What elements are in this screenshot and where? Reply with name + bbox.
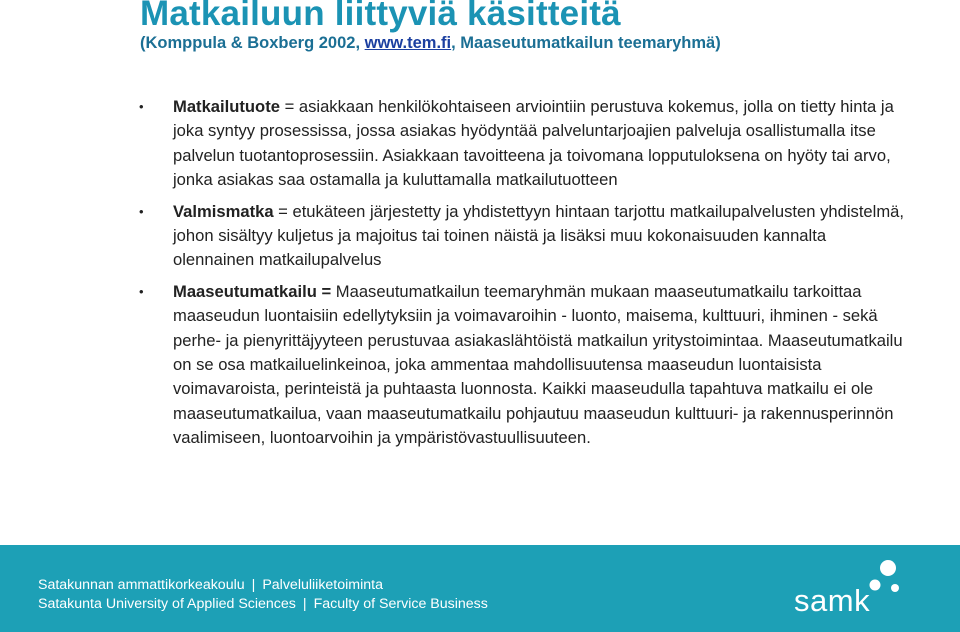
- tem-link[interactable]: www.tem.fi: [364, 34, 452, 52]
- footer-department-fi: Palveluliiketoiminta: [262, 577, 383, 593]
- footer-department-en: Faculty of Service Business: [313, 596, 488, 612]
- bullet-icon: •: [139, 283, 144, 299]
- footer-line-en: [38, 596, 488, 612]
- term-maaseutumatkailu: Maaseutumatkailu =: [173, 281, 332, 301]
- bullet-item-valmismatka: [138, 200, 908, 273]
- footer-school-fi: Satakunnan ammattikorkeakoulu: [38, 577, 245, 593]
- footer-separator: |: [251, 577, 256, 593]
- term-valmismatka: Valmismatka: [173, 201, 274, 221]
- slide-subtitle: [140, 34, 721, 53]
- bullet-item-maaseutumatkailu: [138, 280, 908, 451]
- footer-bar: [0, 545, 960, 632]
- footer-school-en: Satakunta University of Applied Sciences: [38, 596, 296, 612]
- subtitle-group: , Maaseutumatkailun teemaryhmä): [451, 34, 721, 52]
- slide-title: Matkailuun liittyviä käsitteitä: [140, 0, 621, 33]
- footer-line-fi: [38, 577, 383, 593]
- bullet-item-matkailutuote: [138, 95, 908, 193]
- subtitle-source: (Komppula & Boxberg 2002,: [140, 34, 365, 52]
- samk-logo: samk: [794, 583, 871, 618]
- bullet-list: [138, 95, 908, 458]
- definition-maaseutumatkailu: Maaseutumatkailun teemaryhmän mukaan maaseutumatkailu tarkoittaa maaseudun luontaisiin edellytyksiin ja voimavaroihin - luonto, maisema, kulttuuri, ihminen - sekä perhe- ja pienyrittäjyyteen perustuvaa asiakaslähtöistä matkailun yritystoimintaa. Maaseutumatkailu on se osa matkailuelinkeinoa, joka ammentaa mahdollisuutensa maaseudun luontaisista voimavaroista, perinteistä ja puhtaasta luonnosta. Kaikki maaseudulla tapahtuva matkailu ei ole maaseutumatkailua, vaan maaseutumatkailu pohjautuu maaseudun kulttuuri- ja rakennusperinnön vaalimiseen, luontoarvoihin ja ympäristövastuullisuuteen.: [173, 281, 903, 448]
- definition-valmismatka: = etukäteen järjestetty ja yhdistettyyn hintaan tarjottu matkailupalvelusten yhdistelmä, johon sisältyy kuljetus ja majoitus tai toinen näistä ja lisäksi muu kokonaisuuden kannalta olennainen matkailupalvelus: [173, 201, 905, 270]
- term-matkailutuote: Matkailutuote: [173, 97, 280, 116]
- footer-separator: |: [302, 596, 307, 612]
- bullet-icon: •: [139, 203, 144, 219]
- bullet-icon: •: [139, 99, 144, 114]
- definition-matkailutuote: = asiakkaan henkilökohtaiseen arviointiin perustuva kokemus, jolla on tietty hinta ja joka syntyy prosessissa, jossa asiakas hyödyntää palveluntarjoajien palveluja osallistumalla itse palvelun tuotantoprosessiin. Asiakkaan tavoitteena ja toivomana lopputuloksena on hyöty tai arvo, jonka asiakas saa ostamalla ja kuluttamalla matkailutuotteen: [173, 97, 894, 190]
